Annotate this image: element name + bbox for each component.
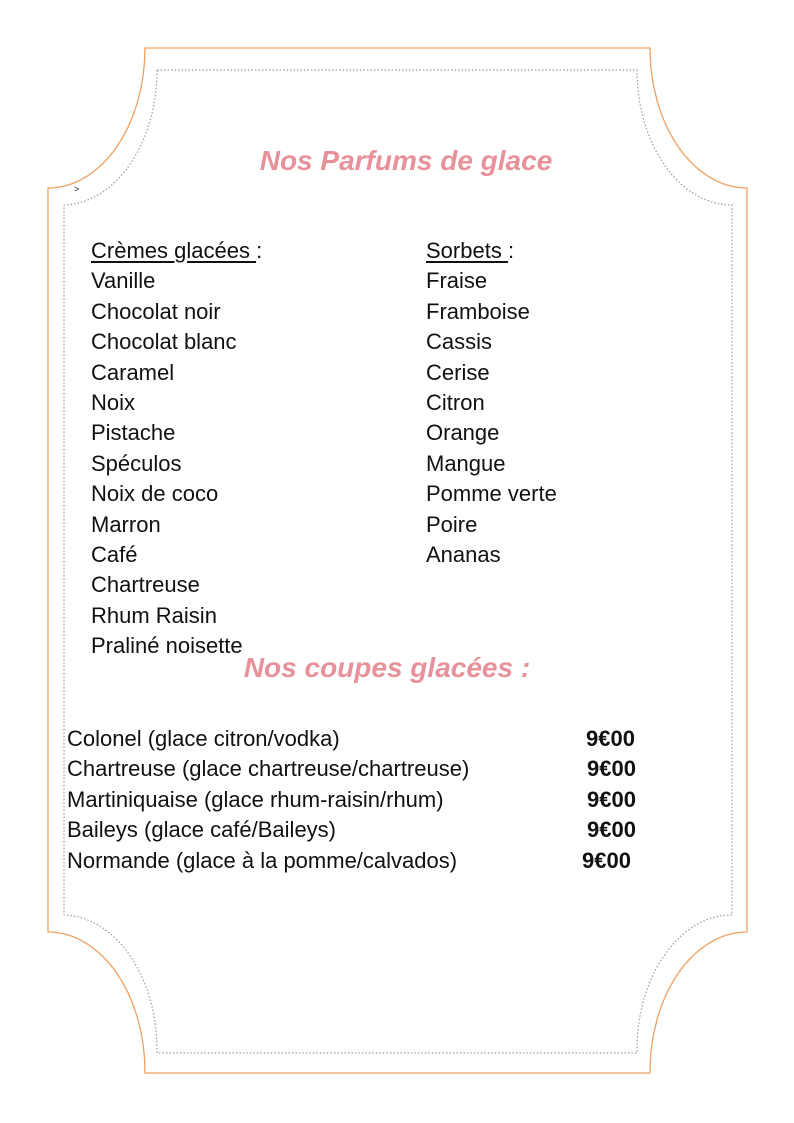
flavor-item: Chocolat blanc [91, 329, 237, 355]
flavor-item: Pomme verte [426, 481, 557, 507]
flavor-item: Poire [426, 511, 478, 537]
page-title: Nos Parfums de glace [259, 145, 553, 176]
flavor-item: Mangue [426, 450, 506, 476]
cremes-heading [91, 236, 262, 266]
flavor-item: Framboise [426, 298, 530, 324]
coupe-name: Normande (glace à la pomme/calvados) [67, 847, 458, 873]
flavor-item: Orange [426, 420, 500, 446]
flavor-item: Caramel [91, 359, 175, 385]
coupe-row [67, 785, 667, 815]
flavor-item: Praliné noisette [91, 633, 243, 659]
coupes-list [67, 724, 667, 876]
coupe-name: Martiniquaise (glace rhum-raisin/rhum) [67, 786, 444, 812]
coupe-row [67, 815, 667, 845]
sorbets-heading [426, 236, 557, 266]
flavor-item: Rhum Raisin [91, 602, 217, 628]
sorbets-heading-label: Sorbets [426, 238, 508, 263]
small-marker: > [74, 184, 80, 194]
coupe-name: Baileys (glace café/Baileys) [67, 817, 337, 843]
flavor-item: Café [91, 542, 138, 568]
coupe-price: 9€00 [587, 786, 636, 812]
sorbets-column [426, 236, 557, 570]
coupe-price: 9€00 [582, 847, 631, 873]
flavor-item: Fraise [426, 268, 488, 294]
flavor-item: Cerise [426, 359, 490, 385]
section-title-coupes: Nos coupes glacées : [243, 652, 531, 683]
flavor-item: Vanille [91, 268, 156, 294]
flavor-item: Ananas [426, 542, 501, 568]
flavor-item: Chocolat noir [91, 298, 221, 324]
flavor-item: Noix de coco [91, 481, 219, 507]
sorbets-heading-colon: : [507, 238, 515, 263]
flavor-item: Cassis [426, 329, 493, 355]
flavor-item: Pistache [91, 420, 176, 446]
flavor-item: Spéculos [91, 450, 182, 476]
cremes-heading-label: Crèmes glacées [91, 238, 257, 263]
coupe-row [67, 754, 667, 784]
coupe-row [67, 724, 667, 754]
flavor-item: Citron [426, 390, 485, 416]
flavor-item: Noix [91, 390, 136, 416]
flavor-item: Marron [91, 511, 161, 537]
coupe-price: 9€00 [587, 756, 636, 782]
coupe-price: 9€00 [586, 726, 635, 751]
flavor-item: Chartreuse [91, 572, 200, 598]
coupe-name: Chartreuse (glace chartreuse/chartreuse) [67, 756, 470, 782]
coupe-price: 9€00 [587, 817, 636, 843]
coupe-row [67, 846, 667, 876]
coupe-name: Colonel (glace citron/vodka) [67, 726, 340, 751]
cremes-heading-colon: : [256, 238, 263, 263]
cremes-column [91, 236, 262, 662]
